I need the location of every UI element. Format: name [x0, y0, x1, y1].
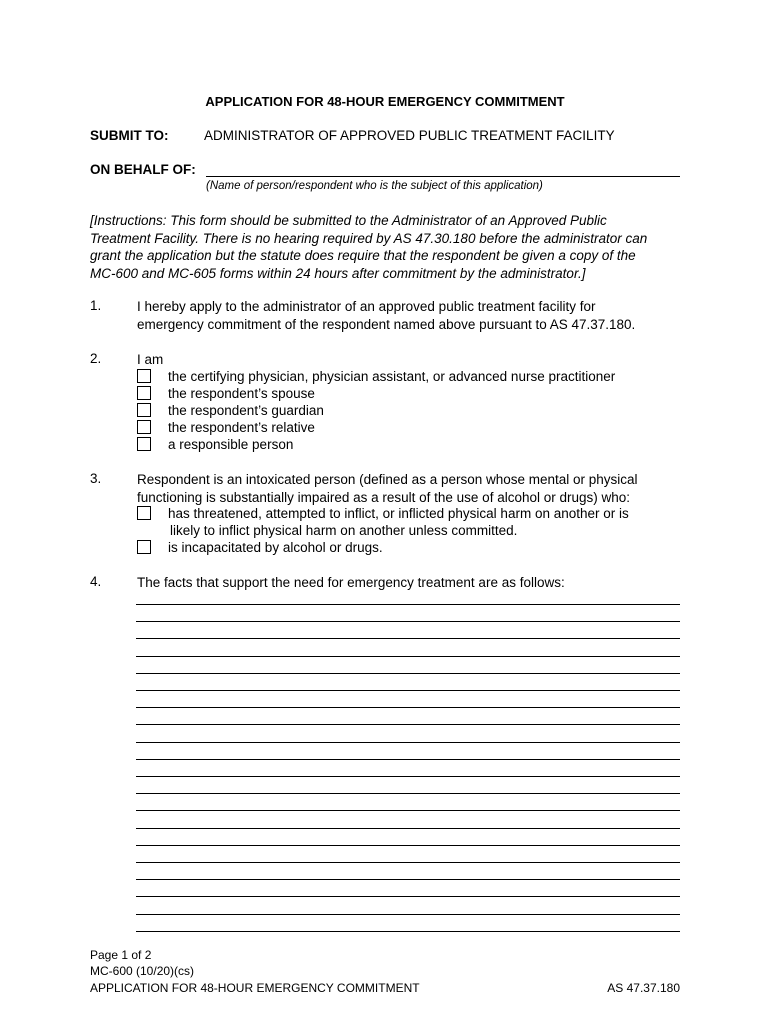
submit-to-value: ADMINISTRATOR OF APPROVED PUBLIC TREATMENT FACILITY	[204, 128, 615, 143]
checkbox[interactable]	[137, 420, 151, 434]
checkbox-label: the respondent’s spouse	[168, 386, 315, 401]
facts-writing-line[interactable]	[136, 604, 680, 605]
page-number: Page 1 of 2	[90, 948, 152, 962]
checkbox-label: has threatened, attempted to inflict, or inflicted physical harm on another or is	[168, 506, 629, 521]
item-1-number: 1.	[90, 298, 102, 313]
facts-writing-line[interactable]	[136, 724, 680, 725]
checkbox-label: the respondent’s relative	[168, 420, 315, 435]
facts-writing-line[interactable]	[136, 931, 680, 932]
checkbox[interactable]	[137, 369, 151, 383]
facts-writing-line[interactable]	[136, 810, 680, 811]
checkbox-label: a responsible person	[168, 437, 294, 452]
instructions-line: grant the application but the statute does require that the respondent be given a copy of the	[90, 248, 636, 263]
checkbox-option-guardian[interactable]	[137, 402, 324, 419]
item-1-text	[137, 298, 635, 333]
instructions-line: Treatment Facility. There is no hearing required by AS 47.30.180 before the administrator can	[90, 230, 648, 246]
checkbox-option-threatened[interactable]	[137, 505, 629, 522]
item-2-number: 2.	[90, 351, 102, 366]
on-behalf-label: ON BEHALF OF:	[90, 162, 196, 177]
respondent-name-field[interactable]	[206, 176, 680, 177]
checkbox[interactable]	[137, 437, 151, 451]
facts-writing-line[interactable]	[136, 759, 680, 760]
item-3-number: 3.	[90, 471, 102, 486]
facts-writing-line[interactable]	[136, 707, 680, 708]
facts-writing-line[interactable]	[136, 862, 680, 863]
checkbox[interactable]	[137, 403, 151, 417]
facts-writing-line[interactable]	[136, 656, 680, 657]
item-1-line: I hereby apply to the administrator of an approved public treatment facility for	[137, 299, 596, 314]
instructions-line: [Instructions: This form should be submitted to the Administrator of an Approved Public	[90, 213, 607, 228]
facts-writing-line[interactable]	[136, 914, 680, 915]
item-1-line: emergency commitment of the respondent named above pursuant to AS 47.37.180.	[137, 316, 636, 332]
footer-statute: AS 47.37.180	[607, 981, 680, 995]
footer-form-title: APPLICATION FOR 48-HOUR EMERGENCY COMMITMENT	[90, 981, 420, 995]
facts-writing-line[interactable]	[136, 879, 680, 880]
checkbox-option-incapacitated[interactable]	[137, 539, 383, 556]
facts-writing-line[interactable]	[136, 690, 680, 691]
facts-writing-line[interactable]	[136, 776, 680, 777]
checkbox-option-responsible-person[interactable]	[137, 436, 293, 453]
checkbox-option-relative[interactable]	[137, 419, 315, 436]
checkbox-option-spouse[interactable]	[137, 385, 315, 402]
item-3-text	[137, 471, 638, 506]
item-3-line: Respondent is an intoxicated person (defined as a person whose mental or physical	[137, 472, 638, 487]
checkbox[interactable]	[137, 506, 151, 520]
checkbox[interactable]	[137, 540, 151, 554]
checkbox-label: the certifying physician, physician assistant, or advanced nurse practitioner	[168, 369, 616, 384]
item-4-text: The facts that support the need for emergency treatment are as follows:	[137, 575, 565, 590]
form-id: MC-600 (10/20)(cs)	[90, 964, 195, 978]
form-title: APPLICATION FOR 48-HOUR EMERGENCY COMMITMENT	[205, 94, 565, 109]
item-4-number: 4.	[90, 574, 102, 589]
respondent-name-hint: (Name of person/respondent who is the subject of this application)	[206, 180, 543, 192]
checkbox-label-continued: likely to inflict physical harm on another unless committed.	[170, 523, 518, 538]
facts-writing-line[interactable]	[136, 828, 680, 829]
facts-writing-line[interactable]	[136, 742, 680, 743]
checkbox-option-physician[interactable]	[137, 368, 615, 385]
facts-writing-line[interactable]	[136, 638, 680, 639]
checkbox[interactable]	[137, 386, 151, 400]
item-3-line: functioning is substantially impaired as a result of the use of alcohol or drugs) who:	[137, 489, 631, 505]
facts-writing-line[interactable]	[136, 673, 680, 674]
instructions-line: MC-600 and MC-605 forms within 24 hours after commitment by the administrator.]	[90, 265, 586, 281]
facts-writing-line[interactable]	[136, 896, 680, 897]
item-2-intro: I am	[137, 352, 164, 367]
instructions	[90, 212, 690, 282]
facts-writing-line[interactable]	[136, 845, 680, 846]
facts-writing-line[interactable]	[136, 793, 680, 794]
submit-to-label: SUBMIT TO:	[90, 128, 169, 143]
facts-writing-line[interactable]	[136, 621, 680, 622]
checkbox-label: is incapacitated by alcohol or drugs.	[168, 540, 383, 555]
checkbox-label: the respondent’s guardian	[168, 403, 324, 418]
